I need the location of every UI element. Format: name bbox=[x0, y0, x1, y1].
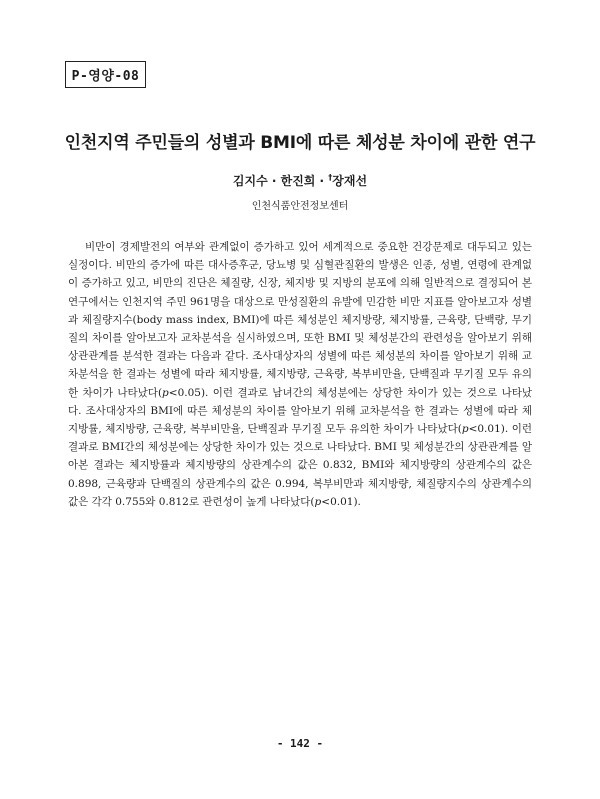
p-value-symbol: p bbox=[461, 423, 469, 436]
abstract-paragraph bbox=[68, 238, 532, 511]
abstract-text-4: <0.01). bbox=[321, 495, 361, 508]
p-value-symbol: p bbox=[314, 495, 322, 508]
abstract-text-2: <0.05). 이런 결과로 남녀간의 체성분에는 상당한 차이가 있는 것으로 나타났다. 조사대상자의 BMI에 따른 체성분의 차이를 알아보기 위해 교차분석을 한 결과는 성별에 따라 체지방률, 체지방량, 근육량, 복부비만율, 단백질과 무기질 모두 유의한 차이가 나타났다( bbox=[68, 386, 532, 436]
session-code: P-영양-08 bbox=[71, 69, 140, 84]
co-authors: 김지수 · 한진희 · bbox=[232, 174, 329, 188]
session-code-box bbox=[65, 61, 146, 88]
author-list bbox=[0, 172, 600, 189]
p-value-symbol: p bbox=[162, 386, 169, 399]
page-number: - 142 - bbox=[276, 737, 324, 750]
abstract-text-1: 비만이 경제발전의 여부와 관계없이 증가하고 있어 세계적으로 중요한 건강문제로 대두되고 있는 실정이다. 비만의 증가에 따른 대사증후군, 당뇨병 및 심혈관질환의 발생은 인종, 성별, 연령에 관계없이 증가하고 있고, 비만의 진단은 체질량, 신장, 체지방 및 지방의 분포에 의해 일반적으로 결정되어 본 연구에서는 인천지역 주민 961명을 대상으로 만성질환의 유발에 민감한 비만 지표를 알아보고자 성별과 체질량지수(body mass index, BMI)에 따른 체성분인 체지방량, 체지방률, 근육량, 단백량, 무기질의 차이를 알아보고자 교차분석을 실시하였으며, 또한 BMI 및 체성분간의 관련성을 알아보기 위해 상관관계를 분석한 결과는 다음과 같다. 조사대상자의 성별에 따른 체성분의 차이를 알아보기 위해 교차분석을 한 결과는 성별에 따라 체지방률, 체지방량, 근육량, 복부비만율, 단백질과 무기질 모두 유의한 차이가 나타났다( bbox=[68, 241, 532, 399]
abstract-text-3: <0.01). 이런 결과로 BMI간의 체성분에는 상당한 차이가 있는 것으로 나타났다. BMI 및 체성분간의 상관관계를 알아본 결과는 체지방률과 체지방량의 상관계수의 값은 0.832, BMI와 체지방량의 상관계수의 값은 0.898, 근육량과 단백질의 상관계수의 값은 0.994, 복부비만과 체지방량, 체질량지수의 상관계수의 값은 각각 0.755와 0.812로 관련성이 높게 나타났다( bbox=[68, 423, 532, 508]
corresponding-author-mark: † bbox=[328, 173, 333, 182]
affiliation: 인천식품안전정보센터 bbox=[251, 201, 349, 212]
corresponding-author: 장재선 bbox=[332, 174, 368, 188]
abstract bbox=[68, 238, 532, 511]
paper-title: 인천지역 주민들의 성별과 BMI에 따른 체성분 차이에 관한 연구 bbox=[64, 133, 536, 153]
